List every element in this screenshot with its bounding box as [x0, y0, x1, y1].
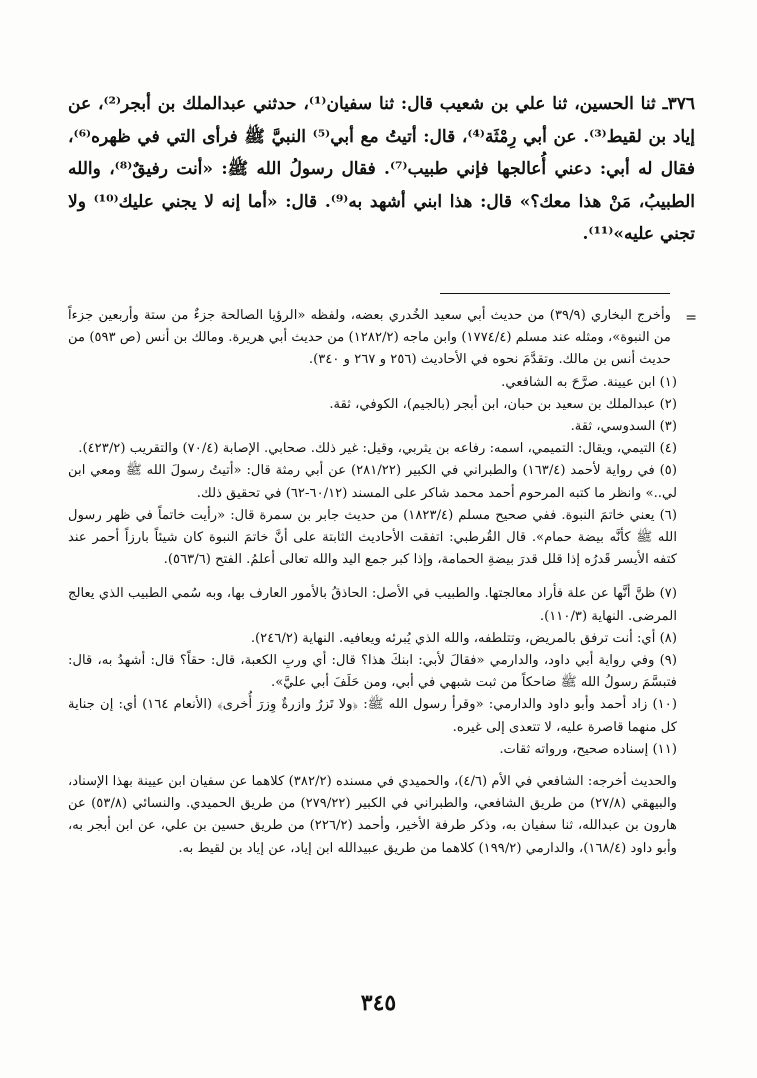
footnotes: [68, 305, 695, 860]
takhrij-paragraph: والحديث أخرجه: الشافعي في الأم (٤/٦)، والحميدي في مسنده (٣٨٢/٢) كلاهما عن سفيان ابن عيينة بهذا الإسناد، والبيهقي (٢٧/٨) من طريق الشافعي، والطبراني في الكبير (٢٧٩/٢٢) من طريق الحميدي. والنسائي (٥٣/٨) عن هارون بن عبدالله، ثنا سفيان به، وذكر طرفة الأخير، وأحمد (٢٢٦/٢) من طريق حسين بن علي، عن ابن أبجر به، وأبو داود (١٦٨/٤)، والدارمي (١٩٩/٢) كلاهما من طريق عبيدالله ابن إياد، عن إياد بن لقيط به.: [68, 774, 677, 856]
footnote-8: (٨) أي: أنت ترفق بالمريض، وتتلطفه، والله الذي يُبرئه ويعافيه. النهاية (٢٤٦/٢).: [250, 630, 677, 646]
footnote-11: (١١) إسناده صحيح، ورواته ثقات.: [499, 741, 677, 757]
footnote-5: (٥) في رواية لأحمد (١٦٣/٤) والطبراني في الكبير (٢٨١/٢٢) عن أبي رمثة قال: «أتيتُ رسولَ الله ﷺ ومعي ابن لي..» وانظر ما كتبه المرحوم أحمد محمد شاكر على المسند (٦٠/١٢-٦٢) في تحقيق ذلك.: [68, 463, 677, 501]
footnote-3: (٣) السدوسي، ثقة.: [570, 419, 677, 435]
continuation-mark: =: [685, 310, 697, 326]
footnote-2: (٢) عبدالملك بن سعيد بن حبان، ابن أبجر (بالجيم)، الكوفي، ثقة.: [329, 396, 677, 412]
footnote-6: (٦) يعني خاتمَ النبوة. ففي صحيح مسلم (١٨٢٣/٤) من حديث جابر بن سمرة قال: «رأيت خاتماً في ظهر رسول الله ﷺ كأنَّه بيضة حمام». قال القُرطبي: اتفقت الأحاديث الثابتة على أنَّ خاتمَ النبوة كان شيئاً بارزاً أحمر عند كتفه الأيسر قَدرُه إذا قلل قدرَ بيضةِ الحمامة، وإذا كبر جمع اليد والله تعالى أعلمُ. الفتح (٥٦٣/٦).: [68, 507, 678, 568]
page-number: ٣٤٥: [360, 990, 397, 1016]
hadith-paragraph: ٣٧٦ـ ثنا الحسين، ثنا علي بن شعيب قال: ثنا سفيان⁽¹⁾، حدثني عبدالملك بن أبجر⁽²⁾، عن إياد بن لقيط⁽³⁾. عن أبي رِمْثَة⁽⁴⁾، قال: أتيتُ مع أبي⁽⁵⁾ النبيَّ ﷺ فرأى التي في ظهره⁽⁶⁾، فقال له أبي: دعني أُعالجها فإني طبيب⁽⁷⁾. فقال رسولُ الله ﷺ: «أنت رفيقٌ⁽⁸⁾، والله الطبيبُ، مَنْ هذا معك؟» قال: هذا ابني أشهد به⁽⁹⁾. قال: «أما إنه لا يجني عليك⁽¹⁰⁾ ولا تجني عليه»⁽¹¹⁾.: [68, 94, 695, 245]
footnote-10: (١٠) زاد أحمد وأبو داود والدارمي: «وقرأ رسول الله ﷺ: ﴿ولا تَزرُ وازرةٌ وِزرَ أُخرى﴾ (الأنعام ١٦٤) أي: إن جناية كل منهما قاصرة عليه، لا تتعدى إلى غيره.: [68, 697, 677, 735]
footnote-continuation: [68, 305, 695, 372]
footnote-9: (٩) وفي رواية أبي داود، والدارمي «فقالَ لأبي: ابنكَ هذا؟ قال: أي وربِ الكعبة، قال: حقاً؟ قال: أشهدُ به، قال: فتبسَّمَ رسولُ الله ﷺ ضاحكاً من ثبت شبهي في أبي، ومن حَلَفَ أبي عليَّ».: [68, 653, 677, 691]
footnote-1: (١) ابن عيينة. صرَّحَ به الشافعي.: [501, 374, 677, 390]
continuation-text: وأخرج البخاري (٣٩/٩) من حديث أبي سعيد الخُدري بعضه، ولفظه «الرؤيا الصالحة جزءٌ من ستة وأربعين جزءاً من النبوة»، ومثله عند مسلم (١٧٧٤/٤) وابن ماجه (١٢٨٢/٢) من حديث أبي هريرة. ومالك بن أنس (ص ٥٩٣) من حديث أنس بن مالك. وتقدَّمَ نحوه في الأحاديث (٢٥٦ و ٢٦٧ و ٣٤٠).: [68, 308, 672, 368]
footnote-7: (٧) ظنَّ أنَّها عن علة فأراد معالجتها. والطبيب في الأصل: الحاذقُ بالأمور العارف بها، وبه سُمي الطبيب الذي يعالج المرضى. النهاية (١١٠/٣).: [68, 586, 677, 624]
hadith-text: [68, 88, 695, 251]
footnote-separator: [440, 293, 670, 294]
footnote-4: (٤) التيمي، ويقال: التميمي، اسمه: رفاعه بن يثربي، وقيل: غير ذلك. صحابي. الإصابة (٧٠/٤) والتقريب (٤٢٣/٢).: [78, 441, 677, 457]
